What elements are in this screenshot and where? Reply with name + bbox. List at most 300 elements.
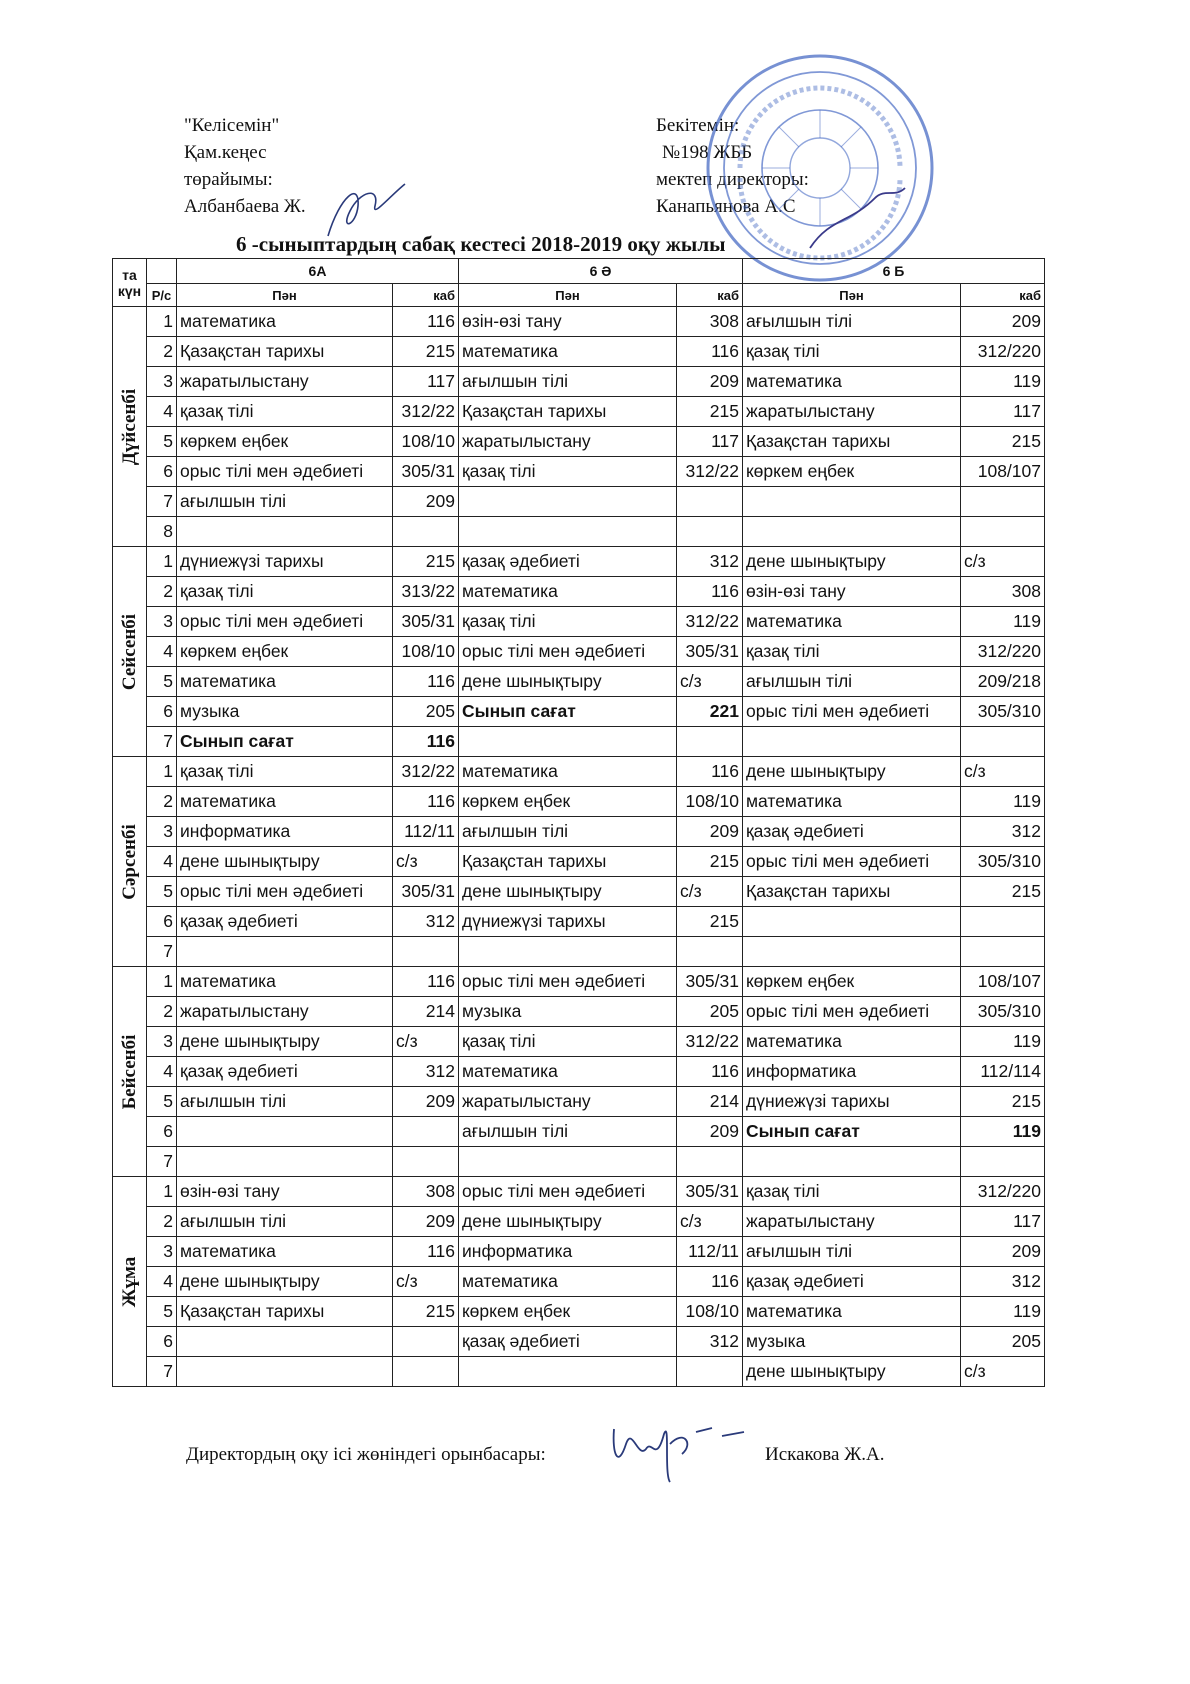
- room-cell: 108/10: [393, 637, 459, 667]
- official-stamp: [700, 48, 940, 288]
- class-header-6b: 6 Б: [743, 259, 1045, 284]
- room-cell: с/з: [393, 1267, 459, 1297]
- lesson-number: 5: [147, 1297, 177, 1327]
- room-cell: 116: [393, 787, 459, 817]
- table-row: [113, 337, 1045, 367]
- room-cell: 312: [677, 547, 743, 577]
- subject-cell: дене шынықтыру: [177, 1267, 393, 1297]
- table-row: [113, 607, 1045, 637]
- subject-cell: орыс тілі мен әдебиеті: [743, 697, 961, 727]
- subject-cell: жаратылыстану: [743, 397, 961, 427]
- room-cell: 117: [961, 397, 1045, 427]
- subject-cell: музыка: [177, 697, 393, 727]
- subject-cell: [177, 1117, 393, 1147]
- header-spacer: [147, 259, 177, 284]
- subject-cell: көркем еңбек: [459, 787, 677, 817]
- room-cell: 305/310: [961, 847, 1045, 877]
- subject-cell: қазақ тілі: [743, 1177, 961, 1207]
- subject-cell: қазақ тілі: [177, 757, 393, 787]
- subject-cell: дене шынықтыру: [459, 667, 677, 697]
- subject-cell: математика: [459, 1057, 677, 1087]
- room-cell: [393, 937, 459, 967]
- day-column-header-label: та күн: [117, 266, 142, 299]
- table-row: [113, 1207, 1045, 1237]
- subject-column-header: Пән: [743, 284, 961, 307]
- subject-cell: Сынып сағат: [743, 1117, 961, 1147]
- table-row: [113, 967, 1045, 997]
- lesson-number: 5: [147, 1087, 177, 1117]
- room-cell: 116: [393, 307, 459, 337]
- day-label-cell: [113, 307, 147, 547]
- subject-cell: [743, 1147, 961, 1177]
- room-cell: 108/10: [677, 1297, 743, 1327]
- room-cell: с/з: [677, 1207, 743, 1237]
- lesson-number: 7: [147, 727, 177, 757]
- subject-cell: ағылшын тілі: [459, 367, 677, 397]
- table-row: [113, 457, 1045, 487]
- room-cell: с/з: [677, 877, 743, 907]
- lesson-number: 6: [147, 457, 177, 487]
- table-row: [113, 547, 1045, 577]
- room-cell: 116: [677, 757, 743, 787]
- subject-cell: дене шынықтыру: [177, 847, 393, 877]
- room-cell: 305/310: [961, 997, 1045, 1027]
- subject-cell: [177, 937, 393, 967]
- room-cell: 116: [393, 667, 459, 697]
- room-cell: с/з: [393, 1027, 459, 1057]
- table-row: [113, 367, 1045, 397]
- room-cell: 209: [677, 367, 743, 397]
- approval-left-line2: Қам.кеңес: [184, 142, 267, 163]
- subject-cell: дене шынықтыру: [177, 1027, 393, 1057]
- room-cell: 117: [393, 367, 459, 397]
- subject-cell: өзін-өзі тану: [177, 1177, 393, 1207]
- room-cell: с/з: [961, 547, 1045, 577]
- subject-cell: математика: [459, 577, 677, 607]
- room-cell: 308: [677, 307, 743, 337]
- subject-cell: [459, 937, 677, 967]
- room-cell: 312: [961, 817, 1045, 847]
- room-cell: 209: [393, 1087, 459, 1117]
- room-cell: 312: [393, 907, 459, 937]
- room-cell: 305/31: [677, 1177, 743, 1207]
- subject-cell: өзін-өзі тану: [743, 577, 961, 607]
- day-label: Сәрсенбі: [118, 823, 140, 900]
- subject-cell: Қазақстан тарихы: [743, 877, 961, 907]
- lesson-number: 6: [147, 907, 177, 937]
- subject-cell: математика: [177, 1237, 393, 1267]
- class-header-6a: 6А: [177, 259, 459, 284]
- subject-cell: орыс тілі мен әдебиеті: [177, 457, 393, 487]
- day-label: Жұма: [118, 1256, 140, 1307]
- room-cell: 209: [961, 307, 1045, 337]
- footer-deputy-name: Искакова Ж.А.: [765, 1444, 885, 1465]
- room-cell: 214: [677, 1087, 743, 1117]
- subject-cell: математика: [177, 307, 393, 337]
- subject-cell: [459, 727, 677, 757]
- table-row: [113, 817, 1045, 847]
- room-cell: 305/31: [677, 637, 743, 667]
- subject-cell: орыс тілі мен әдебиеті: [177, 877, 393, 907]
- room-cell: 215: [393, 337, 459, 367]
- room-cell: с/з: [393, 847, 459, 877]
- subject-cell: Қазақстан тарихы: [459, 847, 677, 877]
- lesson-number: 4: [147, 637, 177, 667]
- table-row: [113, 1297, 1045, 1327]
- subject-column-header: Пән: [177, 284, 393, 307]
- table-row: [113, 1117, 1045, 1147]
- day-label: Сейсенбі: [118, 613, 140, 690]
- subject-cell: қазақ тілі: [743, 637, 961, 667]
- subject-cell: [459, 517, 677, 547]
- room-cell: 313/22: [393, 577, 459, 607]
- room-cell: 312/220: [961, 337, 1045, 367]
- room-cell: [393, 1327, 459, 1357]
- room-cell: 116: [677, 577, 743, 607]
- room-cell: 116: [677, 1267, 743, 1297]
- subject-cell: қазақ тілі: [743, 337, 961, 367]
- room-cell: 215: [677, 397, 743, 427]
- room-cell: 308: [393, 1177, 459, 1207]
- subject-cell: қазақ тілі: [177, 577, 393, 607]
- approval-right-line3: мектеп директоры:: [656, 169, 809, 190]
- room-cell: 112/11: [677, 1237, 743, 1267]
- room-column-header: каб: [961, 284, 1045, 307]
- subject-cell: математика: [743, 787, 961, 817]
- subject-column-header: Пән: [459, 284, 677, 307]
- lesson-number: 1: [147, 1177, 177, 1207]
- subject-cell: Қазақстан тарихы: [459, 397, 677, 427]
- room-cell: 205: [677, 997, 743, 1027]
- subject-cell: [743, 937, 961, 967]
- room-cell: 116: [677, 1057, 743, 1087]
- day-label-cell: [113, 967, 147, 1177]
- room-cell: [677, 727, 743, 757]
- lesson-number: 1: [147, 547, 177, 577]
- room-cell: с/з: [961, 757, 1045, 787]
- subject-cell: жаратылыстану: [177, 367, 393, 397]
- subject-cell: қазақ тілі: [177, 397, 393, 427]
- subject-cell: қазақ әдебиеті: [743, 1267, 961, 1297]
- room-cell: 209: [961, 1237, 1045, 1267]
- subject-cell: орыс тілі мен әдебиеті: [743, 847, 961, 877]
- subject-cell: ағылшын тілі: [177, 1087, 393, 1117]
- room-cell: 312/22: [677, 457, 743, 487]
- lesson-number: 2: [147, 1207, 177, 1237]
- room-cell: 221: [677, 697, 743, 727]
- room-cell: 305/31: [393, 607, 459, 637]
- schedule-body: [113, 307, 1045, 1387]
- room-cell: [961, 727, 1045, 757]
- subject-cell: ағылшын тілі: [177, 487, 393, 517]
- subject-cell: орыс тілі мен әдебиеті: [459, 1177, 677, 1207]
- room-cell: 305/31: [393, 457, 459, 487]
- num-column-header: Р/с: [147, 284, 177, 307]
- subject-cell: дене шынықтыру: [743, 757, 961, 787]
- subject-cell: [459, 487, 677, 517]
- approval-right-line2: №198 ЖББ: [662, 142, 753, 163]
- lesson-number: 2: [147, 577, 177, 607]
- footer-deputy-label: Директордың оқу ісі жөніндегі орынбасары:: [186, 1444, 546, 1465]
- subject-cell: жаратылыстану: [459, 1087, 677, 1117]
- signature-deputy: [604, 1414, 754, 1484]
- lesson-number: 4: [147, 397, 177, 427]
- subject-cell: математика: [459, 757, 677, 787]
- table-row: [113, 397, 1045, 427]
- schedule-table: [112, 258, 1045, 1387]
- subject-cell: дүниежүзі тарихы: [459, 907, 677, 937]
- table-row: [113, 1357, 1045, 1387]
- room-cell: 215: [961, 877, 1045, 907]
- room-cell: [677, 1147, 743, 1177]
- room-cell: 112/114: [961, 1057, 1045, 1087]
- room-cell: 116: [393, 1237, 459, 1267]
- table-row: [113, 307, 1045, 337]
- lesson-number: 3: [147, 607, 177, 637]
- room-cell: 205: [393, 697, 459, 727]
- subject-cell: өзін-өзі тану: [459, 307, 677, 337]
- room-cell: [961, 487, 1045, 517]
- subject-cell: жаратылыстану: [743, 1207, 961, 1237]
- room-cell: 209: [393, 1207, 459, 1237]
- lesson-number: 2: [147, 787, 177, 817]
- room-cell: [393, 517, 459, 547]
- subject-cell: дене шынықтыру: [743, 547, 961, 577]
- approval-right-line1: Бекітемін:: [656, 115, 740, 136]
- subject-cell: математика: [177, 667, 393, 697]
- subject-cell: жаратылыстану: [177, 997, 393, 1027]
- room-cell: 215: [677, 847, 743, 877]
- table-row: [113, 487, 1045, 517]
- room-cell: [393, 1147, 459, 1177]
- table-row: [113, 1087, 1045, 1117]
- subject-cell: [743, 907, 961, 937]
- day-column-header: [113, 259, 147, 307]
- lesson-number: 6: [147, 1327, 177, 1357]
- room-cell: 108/10: [393, 427, 459, 457]
- subject-cell: қазақ тілі: [459, 1027, 677, 1057]
- table-row: [113, 667, 1045, 697]
- lesson-number: 7: [147, 487, 177, 517]
- subject-cell: дене шынықтыру: [743, 1357, 961, 1387]
- approval-left: [184, 112, 306, 220]
- approval-right-line4: Канапьянова А.С: [656, 196, 796, 217]
- subject-cell: математика: [459, 1267, 677, 1297]
- subject-cell: қазақ әдебиеті: [177, 1057, 393, 1087]
- subject-cell: [743, 727, 961, 757]
- room-cell: 312: [961, 1267, 1045, 1297]
- table-row: [113, 637, 1045, 667]
- room-cell: с/з: [677, 667, 743, 697]
- subject-cell: көркем еңбек: [743, 967, 961, 997]
- lesson-number: 7: [147, 1147, 177, 1177]
- room-cell: [961, 907, 1045, 937]
- room-cell: 305/31: [393, 877, 459, 907]
- subject-cell: көркем еңбек: [743, 457, 961, 487]
- table-row: [113, 877, 1045, 907]
- table-row: [113, 1237, 1045, 1267]
- room-cell: 116: [677, 337, 743, 367]
- lesson-number: 4: [147, 1057, 177, 1087]
- lesson-number: 2: [147, 337, 177, 367]
- subject-cell: көркем еңбек: [177, 637, 393, 667]
- subject-cell: математика: [177, 787, 393, 817]
- lesson-number: 5: [147, 427, 177, 457]
- table-row: [113, 1327, 1045, 1357]
- room-cell: 117: [961, 1207, 1045, 1237]
- room-cell: 312/220: [961, 637, 1045, 667]
- subject-cell: ағылшын тілі: [459, 1117, 677, 1147]
- table-row: [113, 727, 1045, 757]
- subject-cell: қазақ әдебиеті: [459, 547, 677, 577]
- room-cell: с/з: [961, 1357, 1045, 1387]
- day-label-cell: [113, 547, 147, 757]
- subject-cell: музыка: [459, 997, 677, 1027]
- table-row: [113, 1177, 1045, 1207]
- lesson-number: 1: [147, 307, 177, 337]
- lesson-number: 3: [147, 1027, 177, 1057]
- lesson-number: 5: [147, 667, 177, 697]
- subject-cell: Қазақстан тарихы: [177, 337, 393, 367]
- room-cell: 209: [393, 487, 459, 517]
- subject-cell: математика: [743, 1297, 961, 1327]
- subject-cell: Сынып сағат: [177, 727, 393, 757]
- subject-cell: қазақ әдебиеті: [177, 907, 393, 937]
- table-row: [113, 427, 1045, 457]
- subject-cell: Қазақстан тарихы: [177, 1297, 393, 1327]
- subject-cell: ағылшын тілі: [743, 307, 961, 337]
- room-column-header: каб: [677, 284, 743, 307]
- lesson-number: 3: [147, 1237, 177, 1267]
- subject-cell: [177, 1357, 393, 1387]
- table-row: [113, 937, 1045, 967]
- lesson-number: 6: [147, 1117, 177, 1147]
- table-row: [113, 1057, 1045, 1087]
- subject-cell: ағылшын тілі: [459, 817, 677, 847]
- table-row: [113, 847, 1045, 877]
- day-label: Бейсенбі: [118, 1034, 140, 1109]
- subject-cell: орыс тілі мен әдебиеті: [459, 637, 677, 667]
- room-cell: 119: [961, 1027, 1045, 1057]
- subject-cell: қазақ әдебиеті: [459, 1327, 677, 1357]
- table-row: [113, 1267, 1045, 1297]
- subject-cell: математика: [743, 1027, 961, 1057]
- subject-cell: дене шынықтыру: [459, 877, 677, 907]
- table-row: [113, 577, 1045, 607]
- room-cell: 119: [961, 607, 1045, 637]
- subject-cell: ағылшын тілі: [743, 1237, 961, 1267]
- subject-cell: орыс тілі мен әдебиеті: [177, 607, 393, 637]
- table-row: [113, 1147, 1045, 1177]
- room-cell: 215: [677, 907, 743, 937]
- class-header-6ae: 6 Ә: [459, 259, 743, 284]
- lesson-number: 8: [147, 517, 177, 547]
- room-cell: 215: [961, 427, 1045, 457]
- subject-cell: математика: [743, 367, 961, 397]
- room-cell: [961, 937, 1045, 967]
- room-cell: 116: [393, 967, 459, 997]
- subject-cell: көркем еңбек: [177, 427, 393, 457]
- room-cell: 312/22: [677, 607, 743, 637]
- room-cell: 312/220: [961, 1177, 1045, 1207]
- room-cell: [393, 1117, 459, 1147]
- approval-left-line1: "Келісемін": [184, 115, 280, 136]
- lesson-number: 7: [147, 937, 177, 967]
- lesson-number: 1: [147, 967, 177, 997]
- lesson-number: 2: [147, 997, 177, 1027]
- room-cell: 117: [677, 427, 743, 457]
- subject-cell: қазақ тілі: [459, 457, 677, 487]
- lesson-number: 3: [147, 367, 177, 397]
- lesson-number: 4: [147, 1267, 177, 1297]
- lesson-number: 7: [147, 1357, 177, 1387]
- subject-cell: ағылшын тілі: [177, 1207, 393, 1237]
- page-title: 6 -сыныптардың сабақ кестесі 2018-2019 оқу жылы: [236, 232, 726, 256]
- room-cell: 305/310: [961, 697, 1045, 727]
- room-cell: 209/218: [961, 667, 1045, 697]
- room-cell: 205: [961, 1327, 1045, 1357]
- room-cell: [677, 517, 743, 547]
- subject-cell: дүниежүзі тарихы: [743, 1087, 961, 1117]
- subject-cell: [177, 517, 393, 547]
- subject-cell: Қазақстан тарихы: [743, 427, 961, 457]
- lesson-number: 3: [147, 817, 177, 847]
- room-cell: 108/10: [677, 787, 743, 817]
- room-column-header: каб: [393, 284, 459, 307]
- lesson-number: 6: [147, 697, 177, 727]
- room-cell: 214: [393, 997, 459, 1027]
- room-cell: 308: [961, 577, 1045, 607]
- room-cell: 116: [393, 727, 459, 757]
- subject-cell: [743, 487, 961, 517]
- subject-cell: Сынып сағат: [459, 697, 677, 727]
- room-cell: 312/22: [393, 397, 459, 427]
- subject-cell: дүниежүзі тарихы: [177, 547, 393, 577]
- table-row: [113, 787, 1045, 817]
- subject-cell: музыка: [743, 1327, 961, 1357]
- subject-cell: ағылшын тілі: [743, 667, 961, 697]
- room-cell: 312/22: [677, 1027, 743, 1057]
- room-cell: 108/107: [961, 457, 1045, 487]
- room-cell: [677, 487, 743, 517]
- subject-cell: математика: [459, 337, 677, 367]
- subject-cell: [177, 1327, 393, 1357]
- subject-cell: қазақ әдебиеті: [743, 817, 961, 847]
- room-cell: 209: [677, 817, 743, 847]
- room-cell: 215: [393, 1297, 459, 1327]
- room-cell: 312/22: [393, 757, 459, 787]
- subject-cell: орыс тілі мен әдебиеті: [743, 997, 961, 1027]
- room-cell: 119: [961, 367, 1045, 397]
- table-row: [113, 1027, 1045, 1057]
- room-cell: 312: [393, 1057, 459, 1087]
- table-row: [113, 997, 1045, 1027]
- lesson-number: 5: [147, 877, 177, 907]
- room-cell: 215: [393, 547, 459, 577]
- room-cell: [961, 517, 1045, 547]
- room-cell: 119: [961, 1297, 1045, 1327]
- lesson-number: 1: [147, 757, 177, 787]
- lesson-number: 4: [147, 847, 177, 877]
- subject-cell: орыс тілі мен әдебиеті: [459, 967, 677, 997]
- subject-cell: математика: [177, 967, 393, 997]
- day-label-cell: [113, 757, 147, 967]
- room-cell: [961, 1147, 1045, 1177]
- room-cell: 108/107: [961, 967, 1045, 997]
- table-row: [113, 517, 1045, 547]
- subject-cell: [743, 517, 961, 547]
- subject-cell: информатика: [459, 1237, 677, 1267]
